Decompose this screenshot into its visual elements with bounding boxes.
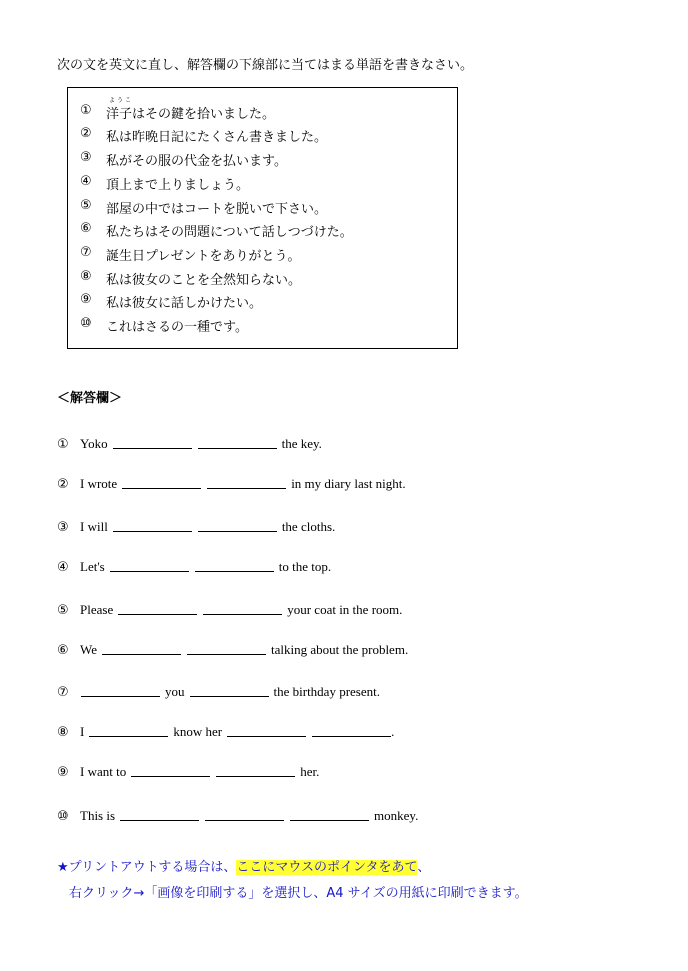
answer-blank[interactable] bbox=[290, 819, 369, 821]
answer-blank[interactable] bbox=[205, 819, 284, 821]
print-note-text: プリントアウトする場合は、 bbox=[68, 860, 237, 875]
question-item bbox=[80, 198, 327, 217]
furigana: ようこ bbox=[109, 97, 134, 104]
question-box bbox=[67, 87, 458, 349]
question-item bbox=[80, 97, 276, 122]
answer-text: We bbox=[80, 642, 97, 657]
question-number: ⑧ bbox=[80, 269, 92, 284]
question-text: 私は昨晩日記にたくさん書きました。 bbox=[106, 130, 328, 145]
question-text: 私がその服の代金を払います。 bbox=[106, 154, 287, 169]
question-text: 頂上まで上りましょう。 bbox=[106, 178, 250, 193]
answer-text: in my diary last night. bbox=[291, 476, 406, 491]
answer-text: to the top. bbox=[278, 559, 332, 574]
answer-text: . bbox=[391, 724, 395, 739]
instruction-text: 次の文を英文に直し、解答欄の下線部に当てはまる単語を書きなさい。 bbox=[57, 58, 474, 73]
question-number: ② bbox=[80, 126, 92, 141]
answer-number: ④ bbox=[57, 560, 69, 575]
answer-blank[interactable] bbox=[195, 570, 274, 572]
answer-text: the key. bbox=[281, 436, 322, 451]
answer-heading: ＜解答欄＞ bbox=[57, 391, 123, 406]
answer-blank[interactable] bbox=[207, 487, 286, 489]
answer-number: ⑥ bbox=[57, 643, 69, 658]
answer-blank[interactable] bbox=[131, 775, 210, 777]
question-number: ① bbox=[80, 103, 92, 118]
answer-row bbox=[57, 602, 404, 618]
print-note bbox=[57, 855, 528, 907]
answer-blank[interactable] bbox=[190, 695, 269, 697]
answer-blank[interactable] bbox=[113, 447, 192, 449]
answer-row bbox=[57, 764, 321, 780]
answer-number: ⑧ bbox=[57, 725, 69, 740]
question-text: 部屋の中ではコートを脱いで下さい。 bbox=[106, 202, 328, 217]
answer-row bbox=[57, 808, 420, 824]
question-text: 私は彼女に話しかけたい。 bbox=[106, 296, 263, 311]
answer-text: know her bbox=[173, 724, 223, 739]
answer-text: I want to bbox=[80, 764, 127, 779]
question-item bbox=[80, 150, 287, 169]
answer-blank[interactable] bbox=[198, 447, 277, 449]
print-note-highlight[interactable]: ここにマウスのポインタをあて bbox=[236, 860, 418, 875]
question-number: ⑦ bbox=[80, 245, 92, 260]
question-item bbox=[80, 126, 327, 145]
question-item bbox=[80, 269, 301, 288]
question-number: ④ bbox=[80, 174, 92, 189]
answer-number: ② bbox=[57, 477, 69, 492]
answer-text: This is bbox=[80, 808, 116, 823]
question-text: 私たちはその問題について話しつづけた。 bbox=[106, 225, 353, 240]
answer-row bbox=[57, 642, 410, 658]
answer-text: your coat in the room. bbox=[287, 602, 403, 617]
answer-blank[interactable] bbox=[312, 735, 391, 737]
answer-blank[interactable] bbox=[203, 613, 282, 615]
answer-number: ① bbox=[57, 437, 69, 452]
answer-row bbox=[57, 724, 396, 740]
answer-blank[interactable] bbox=[89, 735, 168, 737]
question-number: ⑥ bbox=[80, 221, 92, 236]
answer-number: ⑤ bbox=[57, 603, 69, 618]
answer-row bbox=[57, 436, 324, 452]
question-text: これはさるの一種です。 bbox=[106, 320, 248, 335]
answer-number: ③ bbox=[57, 520, 69, 535]
answer-text: Let's bbox=[80, 559, 105, 574]
answer-blank[interactable] bbox=[198, 530, 277, 532]
question-item bbox=[80, 245, 300, 264]
print-note-line2: 右クリック→「画像を印刷する」を選択し、A4 サイズの用紙に印刷できます。 bbox=[69, 886, 528, 901]
answer-text: I bbox=[80, 724, 85, 739]
answer-number: ⑨ bbox=[57, 765, 69, 780]
question-number: ⑩ bbox=[80, 316, 92, 331]
ruby-word bbox=[106, 97, 134, 122]
answer-text: I wrote bbox=[80, 476, 118, 491]
answer-text: the cloths. bbox=[281, 519, 336, 534]
question-item bbox=[80, 174, 249, 193]
answer-text: monkey. bbox=[374, 808, 419, 823]
answer-row bbox=[57, 476, 408, 492]
question-item bbox=[80, 221, 353, 240]
answer-text: I will bbox=[80, 519, 108, 534]
answer-blank[interactable] bbox=[110, 570, 189, 572]
answer-blank[interactable] bbox=[122, 487, 201, 489]
answer-number: ⑩ bbox=[57, 809, 69, 824]
answer-blank[interactable] bbox=[120, 819, 199, 821]
answer-text: her. bbox=[300, 764, 320, 779]
answer-text: talking about the problem. bbox=[271, 642, 409, 657]
question-text: 私は彼女のことを全然知らない。 bbox=[106, 273, 302, 288]
print-note-line1 bbox=[57, 855, 528, 881]
answer-text: you bbox=[165, 684, 185, 699]
question-item bbox=[80, 316, 248, 335]
question-number: ⑨ bbox=[80, 292, 92, 307]
question-subject: 洋子 bbox=[106, 107, 133, 122]
answer-text: the birthday present. bbox=[273, 684, 380, 699]
star-icon: ★ bbox=[57, 860, 69, 875]
answer-blank[interactable] bbox=[81, 695, 160, 697]
answer-blank[interactable] bbox=[216, 775, 295, 777]
question-text: はその鍵を拾いました。 bbox=[132, 107, 276, 122]
answer-row bbox=[57, 684, 382, 700]
print-note-text: 、 bbox=[417, 860, 431, 875]
question-number: ⑤ bbox=[80, 198, 92, 213]
answer-row bbox=[57, 519, 337, 535]
question-text: 誕生日プレゼントをありがとう。 bbox=[106, 249, 301, 264]
answer-row bbox=[57, 559, 333, 575]
answer-blank[interactable] bbox=[118, 613, 197, 615]
question-number: ③ bbox=[80, 150, 92, 165]
answer-number: ⑦ bbox=[57, 685, 69, 700]
question-item bbox=[80, 292, 262, 311]
answer-blank[interactable] bbox=[187, 653, 266, 655]
answer-blank[interactable] bbox=[102, 653, 181, 655]
answer-text: Yoko bbox=[80, 436, 108, 451]
answer-blank[interactable] bbox=[227, 735, 306, 737]
answer-blank[interactable] bbox=[113, 530, 192, 532]
answer-text: Please bbox=[80, 602, 114, 617]
